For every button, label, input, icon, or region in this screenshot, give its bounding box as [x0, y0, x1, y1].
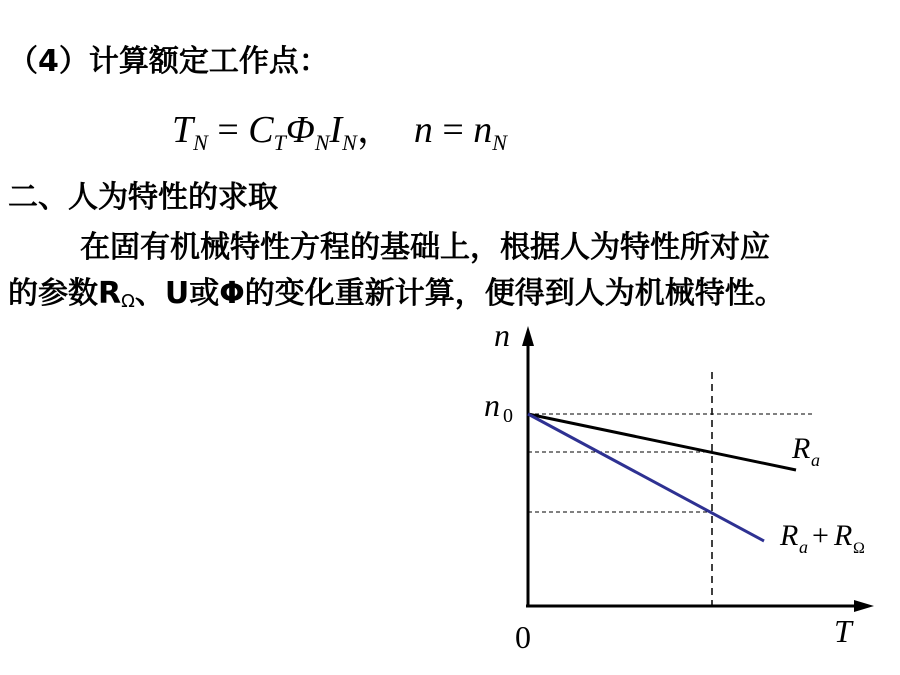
- paragraph-line-2-a: 的参数R: [8, 276, 122, 311]
- step-heading: （4）计算额定工作点：: [8, 44, 329, 79]
- x-axis-arrow-icon: [854, 600, 874, 612]
- paragraph-line-2-sub: Ω: [121, 291, 135, 312]
- ra-subscript: a: [811, 450, 820, 470]
- formula-C-sub: T: [273, 130, 286, 155]
- formula-I-sub: N: [342, 130, 357, 155]
- n0-subscript: 0: [503, 405, 513, 427]
- formula-C: C: [248, 109, 274, 151]
- origin-label: 0: [515, 619, 531, 655]
- formula-Phi: Φ: [285, 109, 315, 151]
- formula-I: I: [329, 109, 343, 151]
- formula-nN-sub: N: [492, 130, 507, 155]
- formula-T: T: [172, 109, 194, 151]
- y-axis-arrow-icon: [522, 326, 534, 346]
- rsum-subscript-2: Ω: [853, 540, 865, 557]
- rsum-plus: +: [812, 519, 829, 552]
- formula-eq2: =: [442, 109, 464, 151]
- rsum-label-1: R: [780, 519, 799, 552]
- y-axis-label: n: [494, 317, 510, 353]
- x-axis-label: T: [834, 613, 852, 649]
- paragraph-line-1: 在固有机械特性方程的基础上，根据人为特性所对应: [80, 230, 770, 265]
- formula-eq1: =: [217, 109, 239, 151]
- n0-label: n: [484, 387, 500, 423]
- formula-T-sub: N: [193, 130, 208, 155]
- rsum-label-2: R: [834, 519, 853, 552]
- natural-characteristic-line: [528, 414, 796, 470]
- formula-sep: ，: [356, 109, 395, 151]
- rsum-subscript-1: a: [799, 537, 808, 557]
- artificial-characteristic-line: [528, 414, 764, 541]
- section-title: 二、人为特性的求取: [8, 180, 278, 215]
- formula-nN: n: [473, 109, 493, 151]
- paragraph-line-2-b: 、U或Φ的变化重新计算，便得到人为机械特性。: [134, 276, 785, 311]
- formula-n: n: [413, 109, 433, 151]
- formula-Phi-sub: N: [314, 130, 330, 155]
- ra-label: R: [792, 432, 811, 465]
